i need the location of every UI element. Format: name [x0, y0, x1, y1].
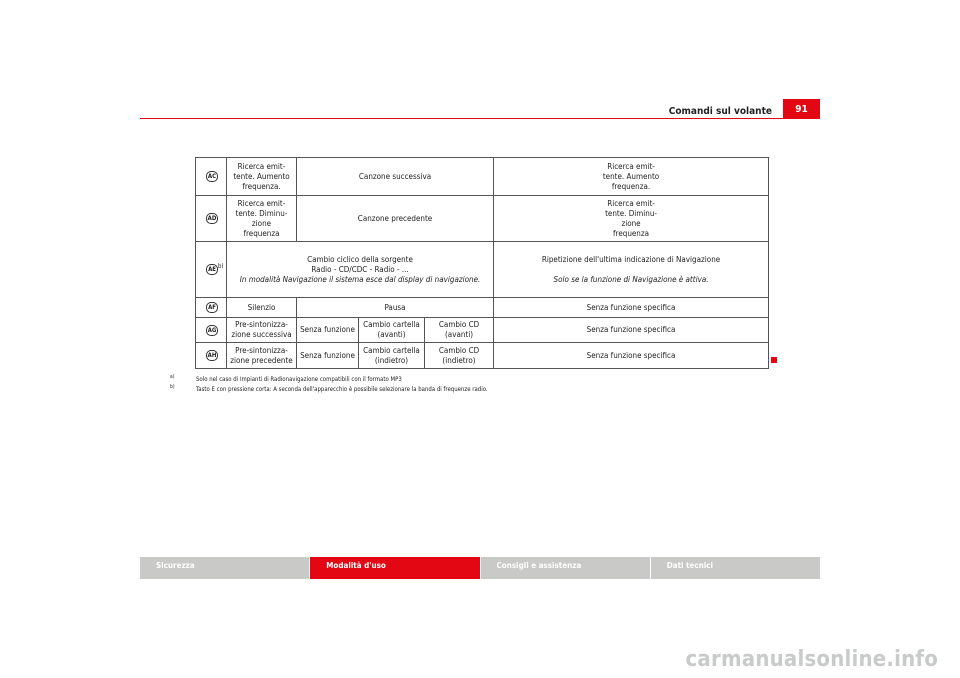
table-cell: Canzone successiva	[297, 158, 494, 196]
table-cell: Pre-sintonizza- zione successiva	[227, 318, 297, 343]
key-cell	[196, 242, 227, 298]
key-cell	[196, 318, 227, 343]
table-cell: Ricerca emit- tente. Diminu- zione frequenza	[227, 196, 297, 242]
button-af-icon: AF	[206, 302, 218, 313]
table-cell: Cambio CD (avanti)	[425, 318, 494, 343]
table-cell: Senza funzione specifica	[494, 318, 769, 343]
footnote	[170, 384, 488, 394]
table-row	[196, 158, 769, 196]
cell-text: Cambio ciclico della sorgente	[307, 254, 413, 264]
section-end-marker	[771, 357, 777, 363]
table-cell: Cambio CD (indietro)	[425, 343, 494, 369]
cell-note: Solo se la funzione di Navigazione è attiva.	[553, 274, 709, 284]
table-row	[196, 298, 769, 318]
page-title: Comandi sul volante	[668, 106, 772, 117]
cell-text: Ripetizione dell'ultima indicazione di Navigazione	[541, 254, 721, 264]
table-cell: Canzone precedente	[297, 196, 494, 242]
button-ae-icon: AE	[206, 264, 218, 275]
table-cell: Silenzio	[227, 298, 297, 318]
table-cell: Cambio cartella (avanti)	[359, 318, 425, 343]
footer-nav	[140, 557, 820, 579]
table-cell: Senza funzione	[297, 318, 359, 343]
key-cell	[196, 158, 227, 196]
watermark: carmanualsonline.info	[685, 647, 938, 672]
footer-tab-consigli[interactable]: Consigli e assistenza	[481, 557, 650, 579]
table-row	[196, 196, 769, 242]
table-cell: Ricerca emit- tente. Aumento frequenza.	[494, 158, 769, 196]
footnote-label: a)	[170, 374, 175, 380]
footer-tab-sicurezza[interactable]: Sicurezza	[140, 557, 309, 579]
button-ag-icon: AG	[207, 326, 217, 334]
key-cell	[196, 196, 227, 242]
button-ac-icon: AC	[207, 173, 217, 180]
footnote-label: b)	[170, 384, 175, 390]
table-row	[196, 343, 769, 369]
table-cell: Senza funzione specifica	[494, 343, 769, 369]
table-row	[196, 318, 769, 343]
cell-note: In modalità Navigazione il sistema esce dal display di navigazione.	[239, 274, 481, 284]
footnote-text: Tasto E con pressione corta: A seconda dell'apparecchio è possibile selezionare la banda di frequenze radio.	[196, 386, 488, 393]
steering-controls-table	[195, 157, 769, 369]
table-cell: Pausa	[297, 298, 494, 318]
table-cell: Senza funzione	[297, 343, 359, 369]
table-cell	[227, 242, 494, 298]
page-number: 91	[783, 99, 820, 119]
footer-tab-modalita-uso[interactable]: Modalità d'uso	[310, 557, 479, 579]
header-divider	[140, 118, 820, 119]
table-row	[196, 242, 769, 298]
key-cell	[196, 298, 227, 318]
table-cell: Senza funzione specifica	[494, 298, 769, 318]
button-ah-icon: AH	[207, 352, 217, 359]
table-cell: Cambio cartella (indietro)	[359, 343, 425, 369]
button-ad-icon: AD	[207, 215, 217, 222]
table-cell	[494, 242, 769, 298]
cell-text: Radio - CD/CDC - Radio - ...	[311, 264, 409, 274]
table-cell: Pre-sintonizza- zione precedente	[227, 343, 297, 369]
table-cell: Ricerca emit- tente. Diminu- zione frequenza	[494, 196, 769, 242]
footnote-ref: b)	[218, 263, 224, 270]
footer-tab-dati-tecnici[interactable]: Dati tecnici	[651, 557, 820, 579]
footnote	[170, 374, 402, 384]
key-cell	[196, 343, 227, 369]
table-cell: Ricerca emit- tente. Aumento frequenza.	[227, 158, 297, 196]
footnote-text: Solo nel caso di Impianti di Radionavigazione compatibili con il formato MP3	[196, 376, 402, 383]
